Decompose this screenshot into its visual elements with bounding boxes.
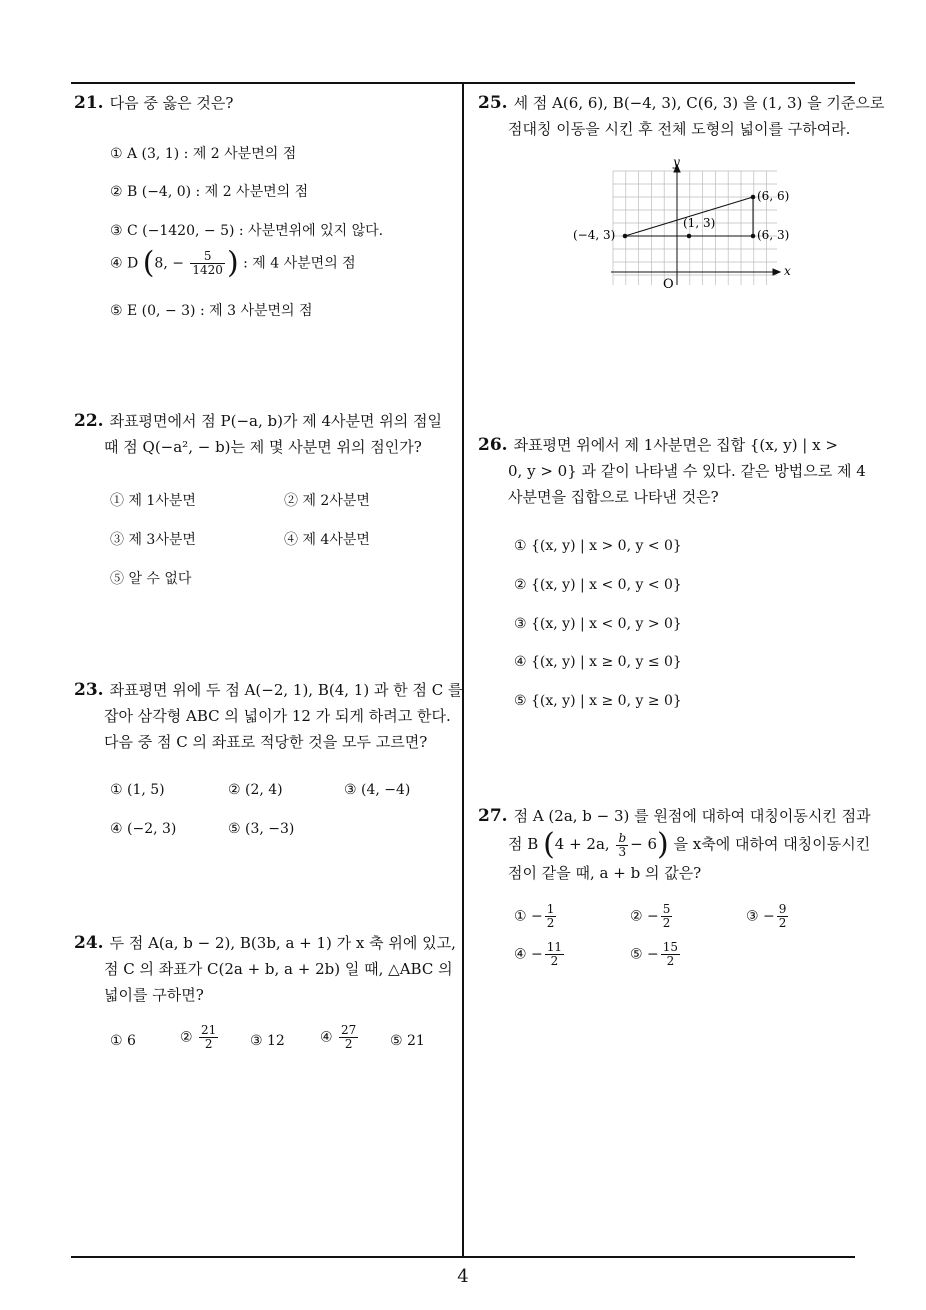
right-paren: ) [657, 827, 669, 862]
option-24-3[interactable]: ③ 12 [250, 1033, 285, 1049]
option-24-1[interactable]: ① 6 [110, 1033, 136, 1049]
origin-label: O [663, 277, 674, 292]
point-A [751, 195, 756, 200]
fraction: $\frac{1}{2}$ [546, 902, 555, 930]
left-paren: ( [543, 827, 555, 862]
option-21-3[interactable]: ③ C (−1420, − 5) : 사분면위에 있지 않다. [110, 223, 384, 239]
label-center: (1, 3) [683, 216, 716, 230]
question-number: 24. [74, 933, 104, 953]
option-22-3[interactable]: ③ 제 3사분면 [110, 532, 196, 548]
option-21-5[interactable]: ⑤ E (0, − 3) : 제 3 사분면의 점 [110, 303, 313, 319]
right-paren: ) [226, 245, 239, 281]
fraction: $\frac{b}{3}$ [618, 830, 627, 859]
bottom-rule [71, 1256, 855, 1258]
option-22-5[interactable]: ⑤ 알 수 없다 [110, 571, 192, 587]
fraction: $\frac{5}{1420}$ [192, 249, 223, 277]
option-27-3[interactable]: ③ − $\frac{9}{2}$ [746, 902, 787, 930]
question-text: 다음 중 옳은 것은? [109, 94, 234, 112]
option-27-2[interactable]: ② − $\frac{5}{2}$ [630, 902, 671, 930]
option-26-4[interactable]: ④ {(x, y) | x ≥ 0, y ≤ 0} [514, 654, 682, 670]
question-22: 22. 좌표평면에서 점 P(−a, b)가 제 4사분면 위의 점일 때 점 Q(−a², − b)는 제 몇 사분면 위의 점인가? [74, 411, 443, 456]
option-23-2[interactable]: ② (2, 4) [228, 782, 283, 798]
x-axis-label: x [784, 264, 791, 278]
y-axis-label: y [673, 155, 680, 169]
option-22-2[interactable]: ② 제 2사분면 [284, 493, 370, 509]
option-27-4[interactable]: ④ − $\frac{11}{2}$ [514, 940, 563, 968]
page-number: 4 [457, 1266, 469, 1287]
question-21 [74, 90, 459, 116]
x-axis-arrow [773, 269, 780, 275]
fraction: $\frac{9}{2}$ [778, 902, 787, 930]
question-25: 25. 세 점 A(6, 6), B(−4, 3), C(6, 3) 을 (1, 3) 을 기준으로 점대칭 이동을 시킨 후 전체 도형의 넓이를 구하여라. [478, 93, 885, 138]
option-23-4[interactable]: ④ (−2, 3) [110, 821, 177, 837]
left-paren: ( [142, 245, 155, 281]
point-B [623, 234, 628, 239]
option-23-1[interactable]: ① (1, 5) [110, 782, 165, 798]
question-number: 22. [74, 411, 104, 431]
question-number: 21. [74, 93, 104, 113]
option-22-4[interactable]: ④ 제 4사분면 [284, 532, 370, 548]
option-26-5[interactable]: ⑤ {(x, y) | x ≥ 0, y ≥ 0} [514, 693, 682, 709]
fraction: $\frac{15}{2}$ [662, 940, 679, 968]
question-24: 24. 두 점 A(a, b − 2), B(3b, a + 1) 가 x 축 위에 있고, 점 C 의 좌표가 C(2a + b, a + 2b) 일 때, △ABC 의 넓이를 구하면? [74, 933, 456, 1004]
fraction: $\frac{21}{2}$ [201, 1023, 217, 1051]
question-number: 23. [74, 680, 104, 700]
option-26-3[interactable]: ③ {(x, y) | x < 0, y > 0} [514, 616, 682, 632]
label-B: (−4, 3) [573, 228, 616, 242]
option-23-3[interactable]: ③ (4, −4) [344, 782, 411, 798]
question-number: 25. [478, 93, 508, 113]
option-26-2[interactable]: ② {(x, y) | x < 0, y < 0} [514, 577, 682, 593]
point-center [687, 234, 692, 239]
label-A: (6, 6) [757, 189, 790, 203]
option-21-1[interactable]: ① A (3, 1) : 제 2 사분면의 점 [110, 146, 297, 162]
option-24-2[interactable]: ② $\frac{21}{2}$ [180, 1023, 217, 1051]
coordinate-graph [565, 155, 805, 295]
option-24-5[interactable]: ⑤ 21 [390, 1033, 425, 1049]
fraction: $\frac{27}{2}$ [341, 1023, 357, 1051]
question-26: 26. 좌표평면 위에서 제 1사분면은 집합 {(x, y) | x > 0, y > 0} 과 같이 나타낼 수 있다. 같은 방법으로 제 4 사분면을 집합으로 나타낸 것은? [478, 435, 866, 506]
option-21-2[interactable]: ② B (−4, 0) : 제 2 사분면의 점 [110, 184, 309, 200]
label-C: (6, 3) [757, 228, 790, 242]
option-27-1[interactable]: ① − $\frac{1}{2}$ [514, 902, 555, 930]
question-number: 27. [478, 806, 508, 826]
option-21-4[interactable]: ④ D (8, − $\frac{5}{1420}$ ) : 제 4 사분면의 점 [110, 245, 356, 281]
fraction: $\frac{5}{2}$ [662, 902, 671, 930]
question-27: 27. 점 A (2a, b − 3) 를 원점에 대하여 대칭이동시킨 점과 점 B (4 + 2a, $\frac{b}{3}$ − 6) 을 x축에 대하여 대칭이동시킨 점이 같을 때, a + b 의 값은? [478, 806, 871, 882]
option-27-5[interactable]: ⑤ − $\frac{15}{2}$ [630, 940, 679, 968]
question-23: 23. 좌표평면 위에 두 점 A(−2, 1), B(4, 1) 과 한 점 C 를 잡아 삼각형 ABC 의 넓이가 12 가 되게 하려고 한다. 다음 중 점 C 의 좌표로 적당한 것을 모두 고르면? [74, 680, 463, 751]
column-divider [462, 82, 464, 1258]
point-C [751, 234, 756, 239]
option-22-1[interactable]: ① 제 1사분면 [110, 493, 196, 509]
question-number: 26. [478, 435, 508, 455]
fraction: $\frac{11}{2}$ [546, 940, 563, 968]
option-23-5[interactable]: ⑤ (3, −3) [228, 821, 295, 837]
option-26-1[interactable]: ① {(x, y) | x > 0, y < 0} [514, 538, 682, 554]
option-24-4[interactable]: ④ $\frac{27}{2}$ [320, 1023, 357, 1051]
